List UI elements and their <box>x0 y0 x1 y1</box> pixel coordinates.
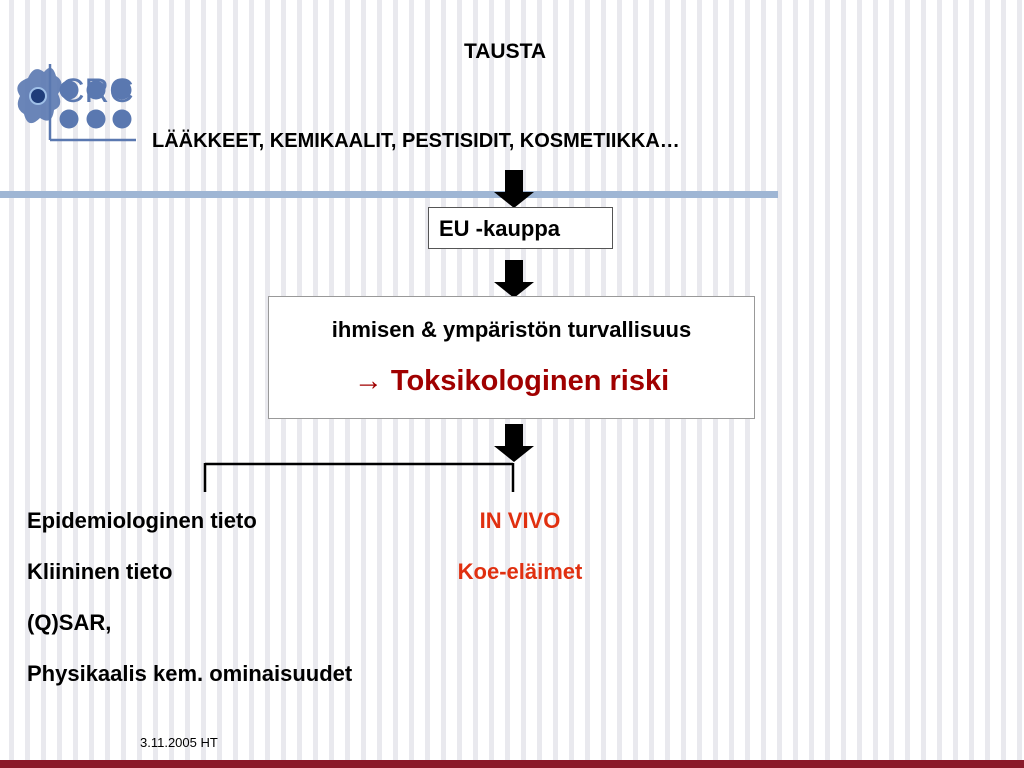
footer-date: 3.11.2005 HT <box>140 735 218 750</box>
header-divider-bar <box>0 191 778 198</box>
safety-box <box>268 296 755 419</box>
slide-title: TAUSTA <box>463 40 547 63</box>
eu-trade-box <box>428 207 613 249</box>
toxicological-risk-label: → Toksikologinen riski <box>353 365 670 397</box>
list-item: Kliininen tieto <box>27 559 173 584</box>
list-item: Physikaalis kem. ominaisuudet <box>27 661 353 686</box>
logo-text: CRC <box>60 72 134 110</box>
safety-label: ihmisen & ympäristön turvallisuus <box>331 317 692 342</box>
down-arrow-icon <box>494 260 534 300</box>
footer-bar <box>0 760 1024 768</box>
list-item: Epidemiologinen tieto <box>27 508 257 533</box>
crc-logo <box>14 34 144 146</box>
list-item: (Q)SAR, <box>27 610 112 635</box>
down-arrow-icon <box>494 170 534 210</box>
chemicals-heading: LÄÄKKEET, KEMIKAALIT, PESTISIDIT, KOSMETIIKKA… <box>152 130 680 152</box>
split-bracket <box>200 460 520 494</box>
in-vivo-label: IN VIVO <box>479 508 561 533</box>
eu-trade-label: EU -kauppa <box>439 216 561 241</box>
test-animals-label: Koe-eläimet <box>457 559 583 584</box>
down-arrow-icon <box>494 424 534 464</box>
